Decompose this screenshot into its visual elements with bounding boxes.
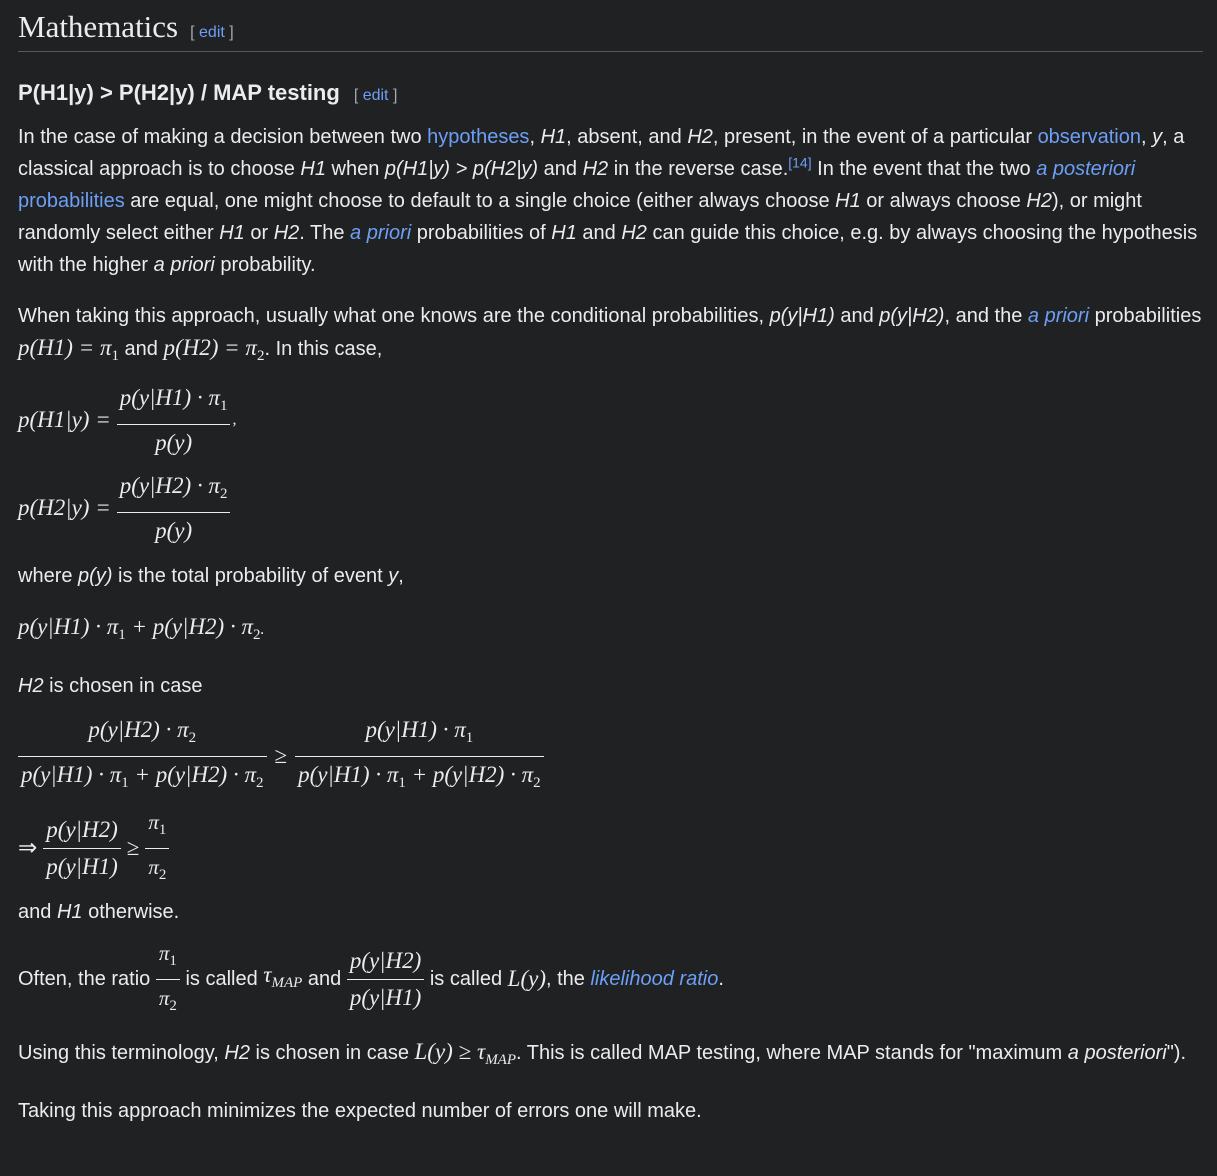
term-h1: H1 bbox=[300, 158, 326, 180]
math-text: . bbox=[260, 621, 265, 638]
paragraph-ratio bbox=[18, 938, 1203, 1020]
text: In the case of making a decision between two bbox=[18, 126, 428, 148]
operator-geq: ≥ bbox=[126, 835, 140, 860]
math-text: p(H1) = π bbox=[18, 335, 112, 360]
math-sub: 2 bbox=[256, 774, 264, 791]
term-a-posteriori: a posteriori bbox=[1067, 1042, 1167, 1064]
citation-14[interactable]: [14] bbox=[788, 154, 812, 171]
math-text: p(y|H2) · π bbox=[119, 472, 220, 498]
math-text: L(y) ≥ τ bbox=[414, 1039, 486, 1064]
text: or bbox=[244, 222, 274, 244]
term-h1: H1 bbox=[56, 901, 83, 923]
numerator bbox=[295, 714, 544, 757]
text: , present, in the event of a particular bbox=[712, 126, 1038, 148]
fraction-left bbox=[18, 714, 267, 799]
term-h2: H2 bbox=[1026, 190, 1052, 212]
numerator bbox=[145, 806, 169, 849]
equation-implication bbox=[18, 806, 1203, 890]
text: probability. bbox=[214, 254, 316, 276]
denominator: p(y) bbox=[155, 429, 193, 455]
subsection-edit-link[interactable]: edit bbox=[362, 87, 389, 104]
text: . In this case, bbox=[264, 338, 383, 360]
numerator: p(y|H2) bbox=[347, 945, 424, 980]
math-sub: 2 bbox=[256, 348, 265, 364]
text: , the bbox=[545, 968, 591, 990]
numerator bbox=[18, 714, 267, 757]
text: in the reverse case. bbox=[608, 158, 789, 180]
math-text: + p(y|H2) · π bbox=[128, 761, 256, 787]
subsection-title: P(H1|y) > P(H2|y) / MAP testing bbox=[18, 80, 340, 105]
term: p(y) bbox=[78, 565, 113, 587]
text: and bbox=[118, 338, 164, 360]
term-h2: H2 bbox=[18, 675, 44, 697]
numerator bbox=[156, 937, 180, 980]
term-h2: H2 bbox=[582, 158, 609, 180]
equation-lhs: p(H2|y) = bbox=[18, 495, 111, 520]
math-text: π bbox=[148, 854, 159, 879]
text: is the total probability of event bbox=[112, 565, 389, 587]
math-sub: 2 bbox=[188, 729, 197, 746]
math-sub: 1 bbox=[111, 348, 119, 364]
math-sub: 1 bbox=[398, 774, 406, 791]
fraction-right bbox=[295, 714, 544, 799]
numerator bbox=[117, 382, 231, 425]
math-text: p(H2) = π bbox=[163, 335, 257, 360]
term-h1: H1 bbox=[540, 126, 567, 148]
math-text: p(y|H1) · π bbox=[119, 384, 220, 410]
section-heading bbox=[18, 0, 1203, 52]
denominator bbox=[18, 757, 267, 799]
paragraph-h1-otherwise bbox=[18, 896, 1203, 928]
text: ), or might randomly select either bbox=[18, 190, 1142, 244]
text: is chosen in case bbox=[249, 1042, 415, 1064]
text: when bbox=[325, 158, 385, 180]
text: can guide this choice, e.g. by always choosing the hypothesis with the higher bbox=[18, 222, 1198, 276]
math-sub: 1 bbox=[465, 729, 474, 746]
text: When taking this approach, usually what one knows are the conditional probabilities, bbox=[18, 305, 770, 327]
math-p-h2 bbox=[163, 335, 265, 364]
term-h1: H1 bbox=[835, 190, 861, 212]
math-sub: MAP bbox=[271, 975, 303, 991]
denominator bbox=[295, 757, 544, 799]
math-sub: 1 bbox=[158, 821, 167, 838]
term-a-priori: a priori bbox=[153, 254, 215, 276]
math-text: p(y|H1) · π bbox=[18, 614, 119, 639]
math-sub: 1 bbox=[169, 952, 177, 969]
fraction bbox=[117, 382, 231, 459]
text: , a classical approach is to choose bbox=[18, 126, 1185, 180]
text: otherwise. bbox=[82, 901, 180, 923]
term-y: y bbox=[1152, 126, 1163, 148]
math-text: + p(y|H2) · π bbox=[125, 614, 253, 639]
paragraph-conclusion bbox=[18, 1095, 1203, 1127]
text: "). bbox=[1166, 1042, 1187, 1064]
text: is called bbox=[424, 968, 508, 990]
link-a-priori[interactable] bbox=[350, 222, 411, 244]
numerator: p(y|H2) bbox=[43, 814, 120, 849]
text: Using this terminology, bbox=[18, 1042, 225, 1064]
text: and bbox=[18, 901, 57, 923]
math-expression bbox=[18, 614, 265, 643]
text: and bbox=[538, 158, 583, 180]
math-text: τ bbox=[263, 962, 272, 987]
equation-tail: , bbox=[232, 411, 237, 428]
math-sub: 2 bbox=[533, 774, 541, 791]
equation-posterior-h1 bbox=[18, 376, 1203, 464]
numerator bbox=[117, 470, 231, 513]
link-hypotheses[interactable]: hypotheses bbox=[427, 126, 530, 148]
text: , absent, and bbox=[566, 126, 688, 148]
text: . The bbox=[299, 222, 351, 244]
term: y bbox=[388, 565, 399, 587]
text: is chosen in case bbox=[43, 675, 203, 697]
text: , bbox=[529, 126, 541, 148]
math-text: p(y|H1) · π bbox=[21, 761, 122, 787]
fraction-prior-ratio bbox=[156, 937, 180, 1022]
math-text: p(y|H1) · π bbox=[365, 716, 466, 742]
text: Taking this approach minimizes the expected number of errors one will make. bbox=[18, 1100, 702, 1122]
math-sub: 1 bbox=[219, 397, 228, 414]
text: and bbox=[302, 968, 347, 990]
math-text: π bbox=[148, 809, 159, 834]
term-h2: H2 bbox=[621, 222, 647, 244]
subsection-edit: [ edit ] bbox=[353, 87, 398, 104]
paragraph-total-prob bbox=[18, 560, 1203, 592]
text: Often, the ratio bbox=[18, 968, 156, 990]
math-p-h1 bbox=[18, 335, 119, 364]
link-probabilities[interactable]: probabilities bbox=[18, 190, 125, 212]
paragraph-map-testing bbox=[18, 1036, 1203, 1076]
text: . bbox=[718, 968, 724, 990]
text: probabilities of bbox=[411, 222, 552, 244]
link-text: likelihood ratio bbox=[590, 968, 719, 990]
section-title: Mathematics bbox=[18, 9, 179, 44]
term-h1: H1 bbox=[219, 222, 245, 244]
text: In the event that the two bbox=[811, 158, 1037, 180]
text: probabilities bbox=[1089, 305, 1202, 327]
section-edit-link[interactable]: edit bbox=[199, 24, 225, 41]
fraction bbox=[117, 470, 231, 547]
term: p(y|H1) bbox=[769, 305, 835, 327]
operator-geq: ≥ bbox=[274, 743, 288, 768]
link-text: a posteriori bbox=[1036, 158, 1136, 180]
term-condition: p(H1|y) > p(H2|y) bbox=[384, 158, 539, 180]
math-sub: 1 bbox=[121, 774, 129, 791]
link-a-posteriori[interactable] bbox=[1036, 158, 1135, 180]
link-a-priori-2[interactable] bbox=[1028, 305, 1089, 327]
math-text: + p(y|H2) · π bbox=[405, 761, 534, 787]
denominator: p(y|H1) bbox=[349, 984, 422, 1010]
equation-posterior-h2 bbox=[18, 464, 1203, 552]
denominator: p(y|H1) bbox=[46, 853, 118, 879]
link-text: a priori bbox=[350, 222, 412, 244]
math-sub: 2 bbox=[169, 997, 177, 1014]
text: are equal, one might choose to default to a single choice (either always choose bbox=[124, 190, 836, 212]
fraction-likelihood bbox=[43, 814, 120, 883]
term: p(y|H2) bbox=[879, 305, 945, 327]
math-text: p(y|H2) · π bbox=[88, 716, 189, 742]
math-text: π bbox=[158, 985, 170, 1010]
text: or always choose bbox=[860, 190, 1027, 212]
term-h2: H2 bbox=[687, 126, 713, 148]
math-sub: 2 bbox=[158, 866, 167, 883]
link-text: a priori bbox=[1027, 305, 1090, 327]
text: , bbox=[398, 565, 404, 587]
term-h2: H2 bbox=[273, 222, 300, 244]
denominator bbox=[156, 980, 180, 1022]
text: and bbox=[576, 222, 622, 244]
text: , bbox=[1140, 126, 1153, 148]
text: is called bbox=[179, 968, 264, 990]
link-likelihood-ratio[interactable] bbox=[590, 963, 718, 995]
text: , and the bbox=[944, 305, 1028, 327]
term-h2: H2 bbox=[224, 1042, 250, 1064]
arrow-implies: ⇒ bbox=[18, 835, 38, 860]
math-sub: 2 bbox=[219, 485, 228, 502]
term-h1: H1 bbox=[551, 222, 577, 244]
text: where bbox=[18, 565, 79, 587]
math-l-geq-tau bbox=[414, 1039, 517, 1068]
fraction-likelihood bbox=[347, 945, 424, 1014]
math-text: π bbox=[158, 940, 170, 965]
text: . This is called MAP testing, where MAP stands for "maximum bbox=[516, 1042, 1068, 1064]
math-sub: MAP bbox=[485, 1052, 517, 1068]
paragraph-approach bbox=[18, 300, 1203, 372]
paragraph-intro bbox=[18, 121, 1203, 281]
math-text: p(y|H1) · π bbox=[298, 761, 399, 787]
paragraph-h2-chosen bbox=[18, 670, 1203, 702]
denominator: p(y) bbox=[155, 517, 193, 543]
equation-lhs: p(H1|y) = bbox=[18, 407, 111, 432]
math-l-y: L(y) bbox=[507, 966, 546, 991]
equation-inequality bbox=[18, 706, 1203, 806]
denominator bbox=[145, 849, 169, 891]
equation-total bbox=[18, 611, 1203, 651]
math-sub: 1 bbox=[118, 627, 126, 643]
link-observation[interactable]: observation bbox=[1037, 126, 1141, 148]
subsection-heading bbox=[18, 52, 1203, 109]
fraction-prior-ratio bbox=[145, 806, 169, 891]
section-edit: [ edit ] bbox=[190, 24, 234, 41]
math-tau-map bbox=[263, 959, 302, 999]
math-sub: 2 bbox=[253, 627, 261, 643]
text: and bbox=[834, 305, 880, 327]
